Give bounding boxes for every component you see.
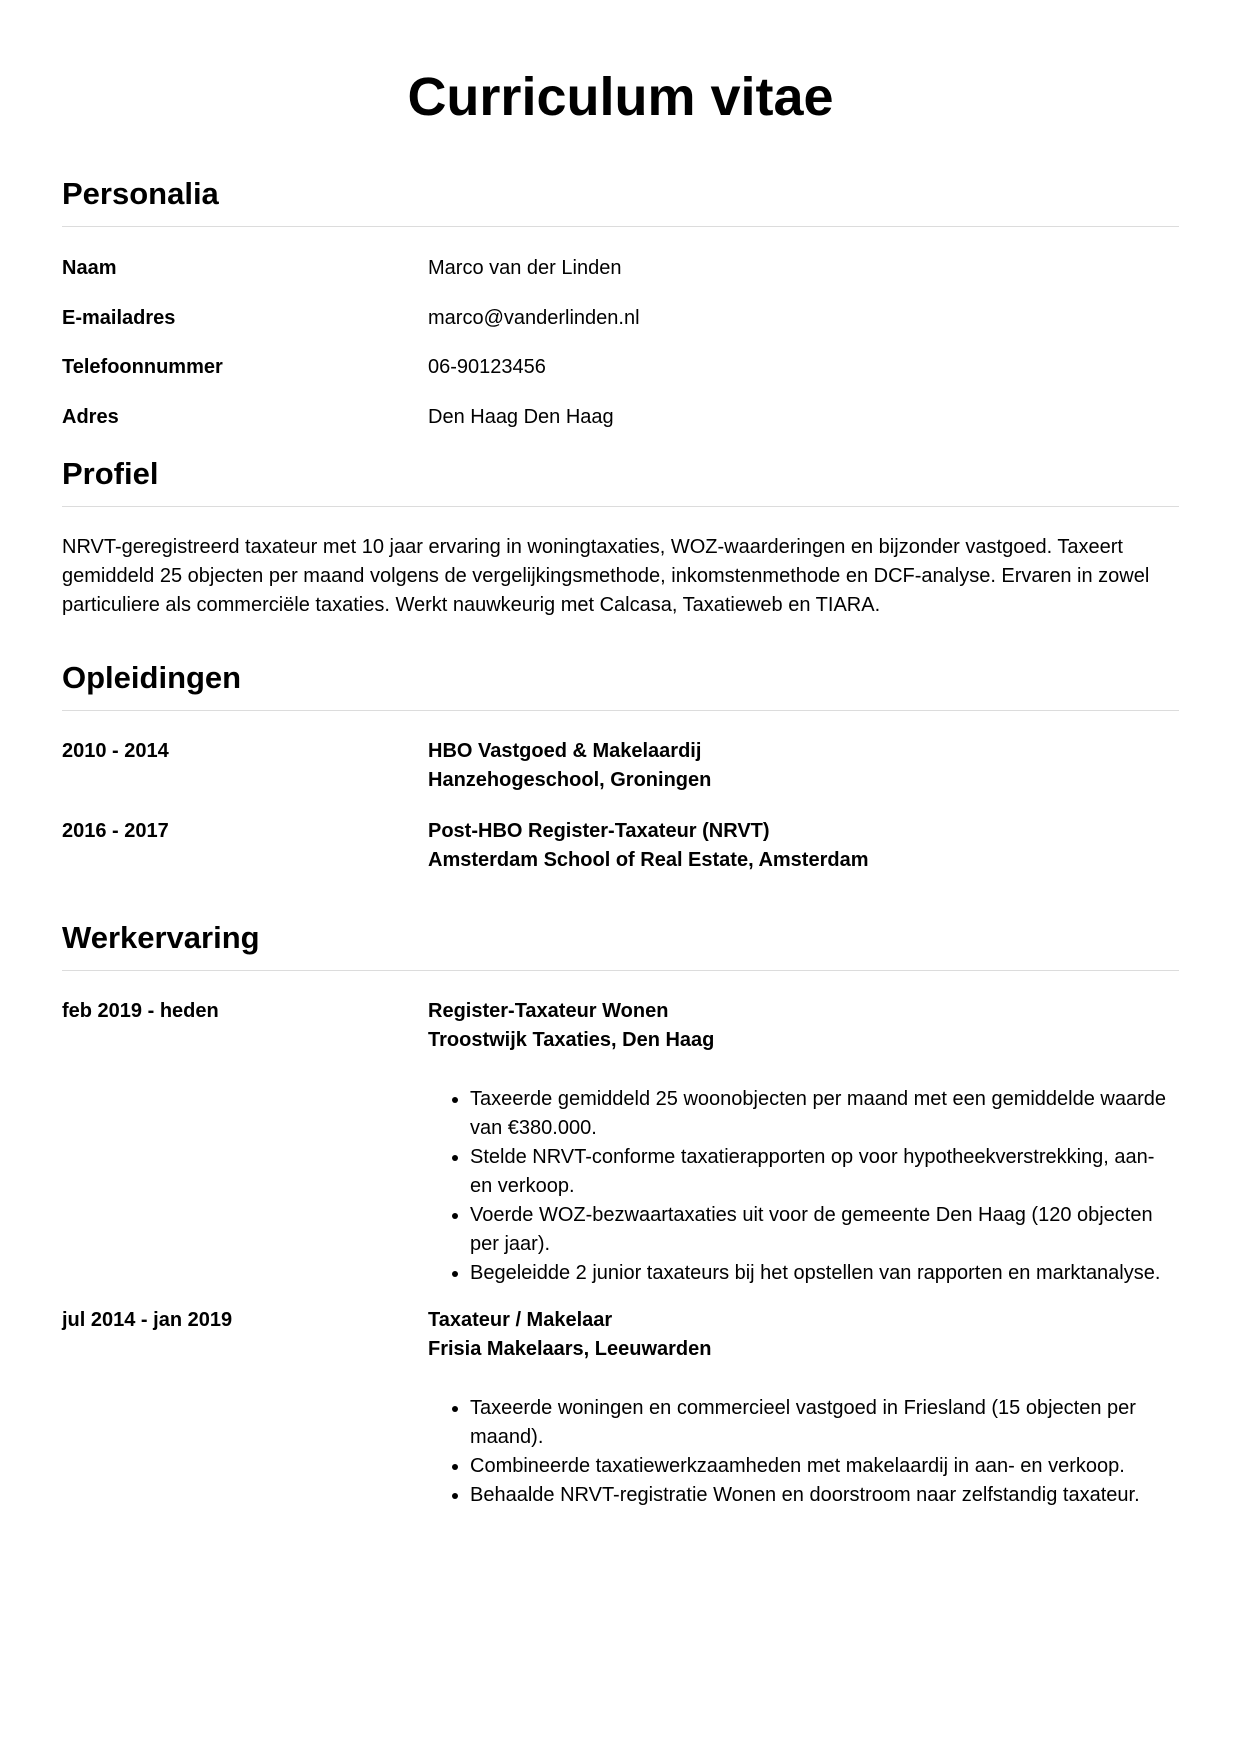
opleidingen-section	[62, 658, 1179, 875]
profiel-heading: Profiel	[62, 454, 1179, 507]
work-body	[428, 997, 1179, 1288]
work-entry	[62, 1306, 1179, 1510]
document-title: Curriculum vitae	[407, 67, 834, 127]
work-bullet: • Stelde NRVT-conforme taxatierapporten op voor hypotheekverstrekking, aan- en verkoop.	[470, 1143, 1179, 1201]
education-entry	[62, 817, 1179, 875]
education-period: 2016 - 2017	[62, 820, 169, 842]
education-entry	[62, 737, 1179, 817]
werkervaring-section	[62, 918, 1179, 1510]
personalia-key: Adres	[62, 405, 119, 428]
personalia-row-phone	[62, 352, 1179, 402]
work-bullet: • Taxeerde woningen en commercieel vastgoed in Friesland (15 objecten per maand).	[470, 1394, 1179, 1452]
education-institution: Amsterdam School of Real Estate, Amsterdam	[428, 849, 869, 871]
opleidingen-heading: Opleidingen	[62, 658, 1179, 711]
personalia-row-address	[62, 402, 1179, 452]
work-bullets	[428, 1085, 1179, 1288]
personalia-value: marco@vanderlinden.nl	[428, 306, 640, 329]
work-entry	[62, 997, 1179, 1288]
personalia-key: Telefoonnummer	[62, 356, 223, 378]
work-title: Taxateur / Makelaar	[428, 1309, 613, 1331]
personalia-value: Den Haag Den Haag	[428, 405, 614, 428]
education-body	[428, 817, 1179, 875]
education-title: Post-HBO Register-Taxateur (NRVT)	[428, 820, 770, 842]
personalia-table	[62, 253, 1179, 451]
education-body	[428, 737, 1179, 817]
personalia-key: E-mailadres	[62, 306, 176, 329]
personalia-row-email	[62, 303, 1179, 353]
work-list	[62, 997, 1179, 1510]
work-bullets	[428, 1394, 1179, 1510]
work-employer: Troostwijk Taxaties, Den Haag	[428, 1029, 715, 1051]
work-bullet: • Behaalde NRVT-registratie Wonen en doorstroom naar zelfstandig taxateur.	[470, 1481, 1179, 1510]
work-bullet: • Begeleidde 2 junior taxateurs bij het opstellen van rapporten en marktanalyse.	[470, 1259, 1179, 1288]
work-period: feb 2019 - heden	[62, 1000, 219, 1022]
education-period: 2010 - 2014	[62, 740, 169, 762]
education-title: HBO Vastgoed & Makelaardij	[428, 740, 702, 762]
werkervaring-heading: Werkervaring	[62, 918, 1179, 971]
education-list	[62, 737, 1179, 875]
profiel-section	[62, 454, 1179, 620]
education-institution: Hanzehogeschool, Groningen	[428, 769, 712, 791]
personalia-section	[62, 174, 1179, 451]
profile-text: NRVT-geregistreerd taxateur met 10 jaar ervaring in woningtaxaties, WOZ-waarderingen en bijzonder vastgoed. Taxeert gemiddeld 25 objecten per maand volgens de vergelijkingsmethode, inkomstenmethode en DCF-analyse. Ervaren in zowel particuliere als commerciële taxaties. Werkt nauwkeurig met Calcasa, Taxatieweb en TIARA.	[62, 536, 1150, 616]
work-employer: Frisia Makelaars, Leeuwarden	[428, 1338, 712, 1360]
work-period: jul 2014 - jan 2019	[62, 1309, 233, 1331]
work-bullet: • Combineerde taxatiewerkzaamheden met makelaardij in aan- en verkoop.	[470, 1452, 1179, 1481]
personalia-row-name	[62, 253, 1179, 303]
work-bullet: • Taxeerde gemiddeld 25 woonobjecten per maand met een gemiddelde waarde van €380.000.	[470, 1085, 1179, 1143]
work-bullet: • Voerde WOZ-bezwaartaxaties uit voor de gemeente Den Haag (120 objecten per jaar).	[470, 1201, 1179, 1259]
personalia-value: 06-90123456	[428, 356, 546, 378]
personalia-key: Naam	[62, 257, 117, 279]
work-body	[428, 1306, 1179, 1510]
work-title: Register-Taxateur Wonen	[428, 1000, 669, 1022]
personalia-value: Marco van der Linden	[428, 257, 622, 279]
personalia-heading: Personalia	[62, 174, 1179, 227]
